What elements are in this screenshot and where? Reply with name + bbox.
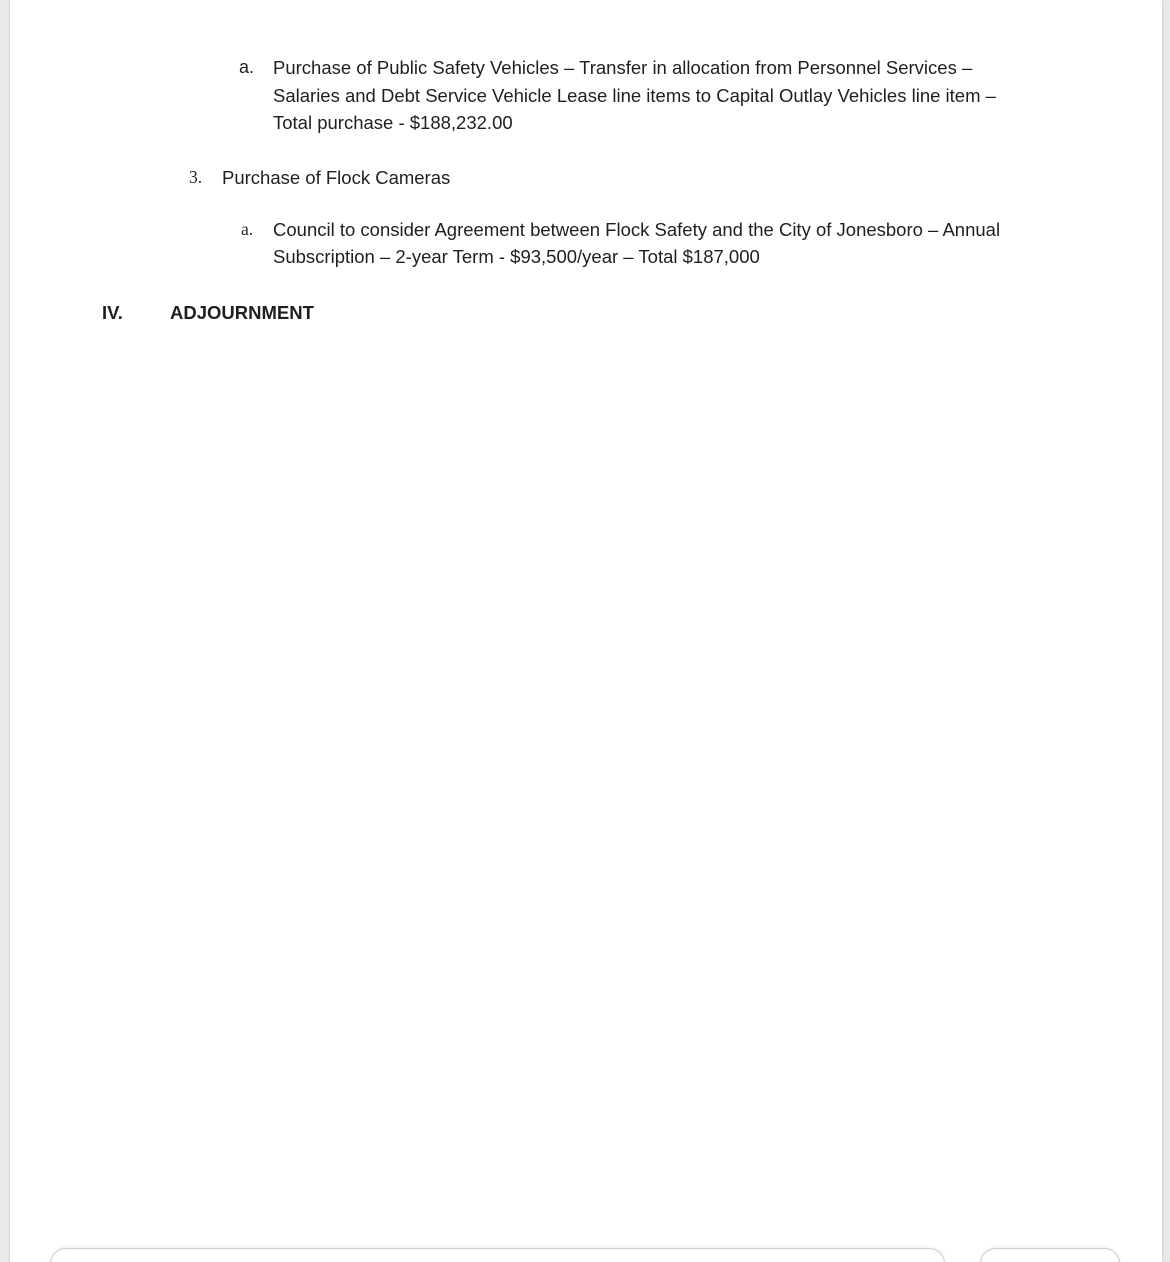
item-text-line: Subscription – 2-year Term - $93,500/year – Total $187,000	[273, 246, 760, 267]
list-marker: a.	[241, 219, 254, 239]
section-numeral: IV.	[102, 302, 123, 323]
item-text-line: Purchase of Flock Cameras	[222, 167, 451, 188]
item-text-line: Total purchase - $188,232.00	[273, 112, 513, 133]
section-title: ADJOURNMENT	[170, 302, 314, 323]
item-text-line: Purchase of Public Safety Vehicles – Transfer in allocation from Personnel Services –	[273, 57, 973, 78]
document-page	[10, 0, 1162, 1262]
list-marker: a.	[239, 57, 255, 77]
action-button[interactable]	[980, 1248, 1120, 1262]
item-text-line: Council to consider Agreement between Flock Safety and the City of Jonesboro – Annual	[273, 219, 1001, 240]
bottom-toolbar	[0, 1248, 1170, 1262]
list-marker: 3.	[189, 167, 203, 187]
item-text-line: Salaries and Debt Service Vehicle Lease line items to Capital Outlay Vehicles line item –	[273, 85, 996, 106]
message-input[interactable]	[50, 1248, 945, 1262]
